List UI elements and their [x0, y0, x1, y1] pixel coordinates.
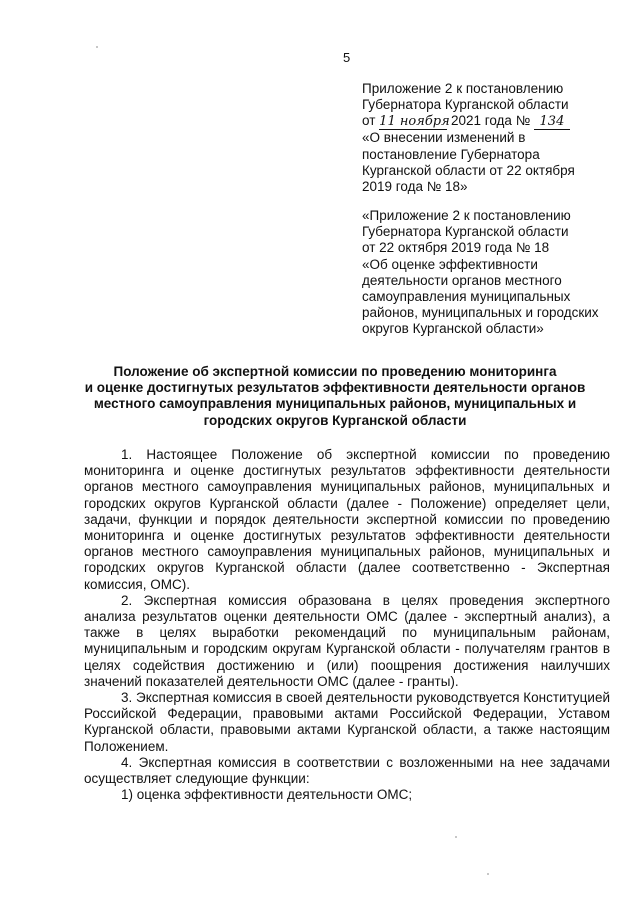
paragraph: 1) оценка эффективности деятельности ОМС; — [121, 787, 413, 803]
title-line: местного самоуправления муниципальных районов, муниципальных и — [93, 396, 577, 412]
appendix-line: от 22 октября 2019 года № 18 — [362, 240, 550, 256]
date-year: 2021 года № — [450, 113, 531, 129]
appendix-header-previous — [362, 208, 617, 338]
appendix-header-current — [362, 81, 617, 195]
appendix-line: «О внесении изменений в — [362, 130, 526, 146]
paragraph: 4. Экспертная комиссия в соответствии с возложенными на нее задачами осуществляет следующие функции: — [84, 754, 610, 787]
appendix-line: 2019 года № 18» — [362, 179, 468, 195]
document-body — [84, 447, 610, 803]
appendix-line: округов Курганской области» — [362, 321, 544, 337]
appendix-line: Курганской области от 22 октября — [362, 162, 575, 178]
appendix-line: «Об оценке эффективности — [362, 256, 538, 272]
document-title — [70, 364, 600, 429]
title-line: и оценке достигнутых результатов эффективности деятельности органов — [84, 380, 586, 396]
scan-speck — [455, 836, 457, 838]
title-line: Положение об экспертной комиссии по проведению мониторинга — [113, 364, 557, 379]
appendix-line: районов, муниципальных и городских — [362, 305, 599, 321]
paragraph: 2. Экспертная комиссия образована в целях проведения экспертного анализа результатов оценки деятельности ОМС (далее - экспертный анализ), а также в целях выработки рекомендаций по муниципальным районам, муниципальным и городским округам Курганской области - получателям грантов в целях содействия достижению и (или) поощрения достижения наилучших значений показателей деятельности ОМС (далее - гранты). — [84, 592, 610, 689]
appendix-line: Губернатора Курганской области — [362, 224, 569, 240]
paragraph: 1. Настоящее Положение об экспертной комиссии по проведению мониторинга и оценке достигнутых результатов эффективности деятельности органов местного самоуправления муниципальных районов, муниципальных и городских округов Курганской области (далее - Положение) определяет цели, задачи, функции и порядок деятельности экспертной комиссии по проведению мониторинга и оценке достигнутых результатов эффективности деятельности органов местного самоуправления муниципальных районов, муниципальных и городских округов Курганской области (далее соответственно - Экспертная комиссия, ОМС). — [84, 447, 610, 592]
appendix-line: деятельности органов местного — [362, 272, 562, 288]
appendix-line: Приложение 2 к постановлению — [362, 81, 564, 96]
scan-speck — [96, 46, 98, 48]
appendix-line: «Приложение 2 к постановлению — [362, 208, 571, 223]
title-line: городских округов Курганской области — [203, 412, 467, 428]
handwritten-date: 11 ноября — [379, 114, 450, 130]
scan-speck — [487, 873, 489, 875]
paragraph: 3. Экспертная комиссия в своей деятельности руководствуется Конституцией Российской Федерации, правовыми актами Российской Федерации, Уставом Курганской области, правовыми актами Курганской области, а также настоящим Положением. — [84, 690, 610, 754]
page-number: 5 — [343, 50, 351, 65]
appendix-line: Губернатора Курганской области — [362, 97, 569, 113]
appendix-line: постановление Губернатора — [362, 146, 540, 162]
handwritten-number: 134 — [534, 115, 570, 130]
date-prefix: от — [362, 113, 376, 129]
appendix-line: самоуправления муниципальных — [362, 289, 571, 305]
appendix-date-line — [362, 113, 617, 130]
